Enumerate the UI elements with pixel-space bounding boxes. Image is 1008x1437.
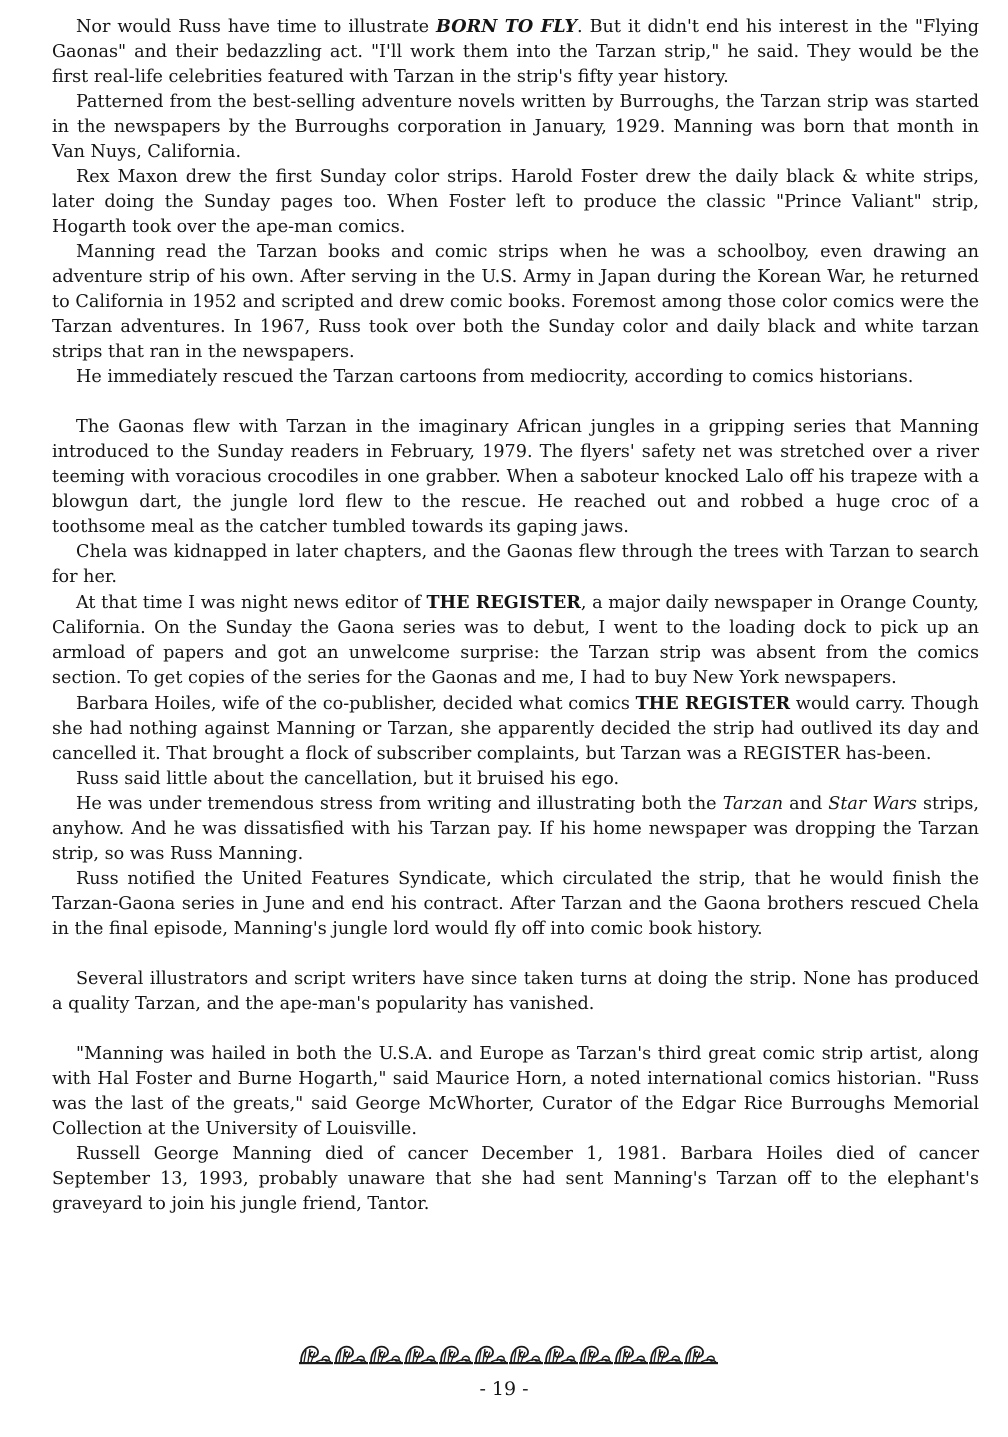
paragraph bbox=[52, 967, 979, 1017]
ornament-motif bbox=[334, 1347, 368, 1365]
text-run: and bbox=[783, 794, 829, 814]
paragraph bbox=[52, 14, 979, 90]
paragraph bbox=[52, 415, 979, 540]
text-run: Rex Maxon drew the first Sunday color strips. Harold Foster drew the daily black & white strips, later doing the Sunday pages too. When Foster left to produce the classic "Prince Valiant" strip, Hogarth took over the ape-man comics. bbox=[52, 167, 979, 237]
paragraph bbox=[52, 767, 979, 792]
text-run: Patterned from the best-selling adventure novels written by Burroughs, the Tarzan strip was started in the newspapers by the Burroughs corporation in January, 1929. Manning was born that month in Van Nuys, California. bbox=[52, 92, 979, 162]
text-run: Russ notified the United Features Syndicate, which circulated the strip, that he would finish the Tarzan-Gaona series in June and end his contract. After Tarzan and the Gaona brothers rescued Chela in the final episode, Manning's jungle lord would fly off into comic book history. bbox=[52, 869, 979, 939]
text-run: Chela was kidnapped in later chapters, and the Gaonas flew through the trees with Tarzan to search for her. bbox=[52, 542, 979, 587]
text-run: Russell George Manning died of cancer December 1, 1981. Barbara Hoiles died of cancer September 13, 1993, probably unaware that she had sent Manning's Tarzan off to the elephant's graveyard to join his jungle friend, Tantor. bbox=[52, 1144, 979, 1214]
emphasized-title: THE REGISTER bbox=[635, 693, 791, 714]
emphasized-title: BORN TO FLY bbox=[436, 16, 577, 37]
paragraph bbox=[52, 792, 979, 867]
text-run: The Gaonas flew with Tarzan in the imaginary African jungles in a gripping series that Manning introduced to the Sunday readers in February, 1979. The flyers' safety net was stretched over a river teeming with voracious crocodiles in one grabber. When a saboteur knocked Lalo off his trapeze with a blowgun dart, the jungle lord flew to the rescue. He reached out and robbed a huge croc of a toothsome meal as the catcher tumbled towards its gaping jaws. bbox=[52, 417, 979, 537]
paragraph bbox=[52, 365, 979, 390]
text-run: "Manning was hailed in both the U.S.A. and Europe as Tarzan's third great comic strip artist, along with Hal Foster and Burne Hogarth," said Maurice Horn, a noted international comics historian. "Russ was the last of the greats," said George McWhorter, Curator of the Edgar Rice Burroughs Memorial Collection at the University of Louisville. bbox=[52, 1044, 979, 1139]
paragraph bbox=[52, 867, 979, 942]
text-run: He was under tremendous stress from writing and illustrating both the bbox=[76, 794, 723, 814]
ornament-motif bbox=[684, 1347, 718, 1365]
text-run: Several illustrators and script writers have since taken turns at doing the strip. None has produced a quality Tarzan, and the ape-man's popularity has vanished. bbox=[52, 969, 979, 1014]
text-run: , a major daily newspaper in Orange County, California. On the Sunday the Gaona series was to debut, I went to the loading dock to pick up an armload of papers and got an unwelcome surprise: the Tarzan strip was absent from the comics section. To get copies of the series for the Gaonas and me, I had to buy New York newspapers. bbox=[52, 593, 979, 688]
ornament-motif bbox=[649, 1347, 683, 1365]
text-run: . But it didn't end his interest in the "Flying Gaonas" and their bedazzling act. "I'll work them into the Tarzan strip," he said. They would be the first real-life celebrities featured with Tarzan in the strip's fifty year history. bbox=[52, 17, 979, 87]
paragraph bbox=[52, 590, 979, 691]
text-run: Barbara Hoiles, wife of the co-publisher, decided what comics bbox=[76, 694, 636, 714]
page-number: - 19 - bbox=[479, 1378, 529, 1400]
ornament-motif bbox=[509, 1347, 543, 1365]
ornament-motif bbox=[474, 1347, 508, 1365]
text-run: strips, anyhow. And he was dissatisfied with his Tarzan pay. If his home newspaper was dropping the Tarzan strip, so was Russ Manning. bbox=[52, 794, 979, 864]
emphasized-title: THE REGISTER bbox=[426, 592, 581, 613]
text-run: At that time I was night news editor of bbox=[76, 593, 427, 613]
text-run: Manning read the Tarzan books and comic strips when he was a schoolboy, even drawing an adventure strip of his own. After serving in the U.S. Army in Japan during the Korean War, he returned to California in 1952 and scripted and drew comic books. Foremost among those color comics were the Tarzan adventures. In 1967, Russ took over both the Sunday color and daily black and white tarzan strips that ran in the newspapers. bbox=[52, 242, 979, 362]
ornament-motif bbox=[544, 1347, 578, 1365]
paragraph bbox=[52, 691, 979, 767]
ornament-motif bbox=[614, 1347, 648, 1365]
ornament-motif bbox=[579, 1347, 613, 1365]
article-body bbox=[52, 14, 979, 1217]
paragraph bbox=[52, 165, 979, 240]
ornament-motif bbox=[369, 1347, 403, 1365]
paragraph bbox=[52, 540, 979, 590]
text-run: Nor would Russ have time to illustrate bbox=[76, 17, 437, 37]
acanthus-scroll-border-icon bbox=[298, 1340, 718, 1366]
ornament-motif bbox=[439, 1347, 473, 1365]
paragraph bbox=[52, 90, 979, 165]
text-run: Russ said little about the cancellation, but it bruised his ego. bbox=[76, 769, 620, 789]
italic-title: Tarzan bbox=[722, 794, 784, 814]
paragraph bbox=[52, 1042, 979, 1142]
ornament-motif bbox=[404, 1347, 438, 1365]
text-run: would carry. Though she had nothing against Manning or Tarzan, she apparently decided the strip had outlived its day and cancelled it. That brought a flock of subscriber complaints, but Tarzan was a REGISTER has-been. bbox=[52, 694, 980, 764]
paragraph bbox=[52, 1142, 979, 1217]
italic-title: Star Wars bbox=[828, 794, 917, 814]
ornament-motif bbox=[299, 1347, 333, 1365]
paragraph bbox=[52, 240, 979, 365]
text-run: He immediately rescued the Tarzan cartoons from mediocrity, according to comics historians. bbox=[76, 367, 914, 387]
